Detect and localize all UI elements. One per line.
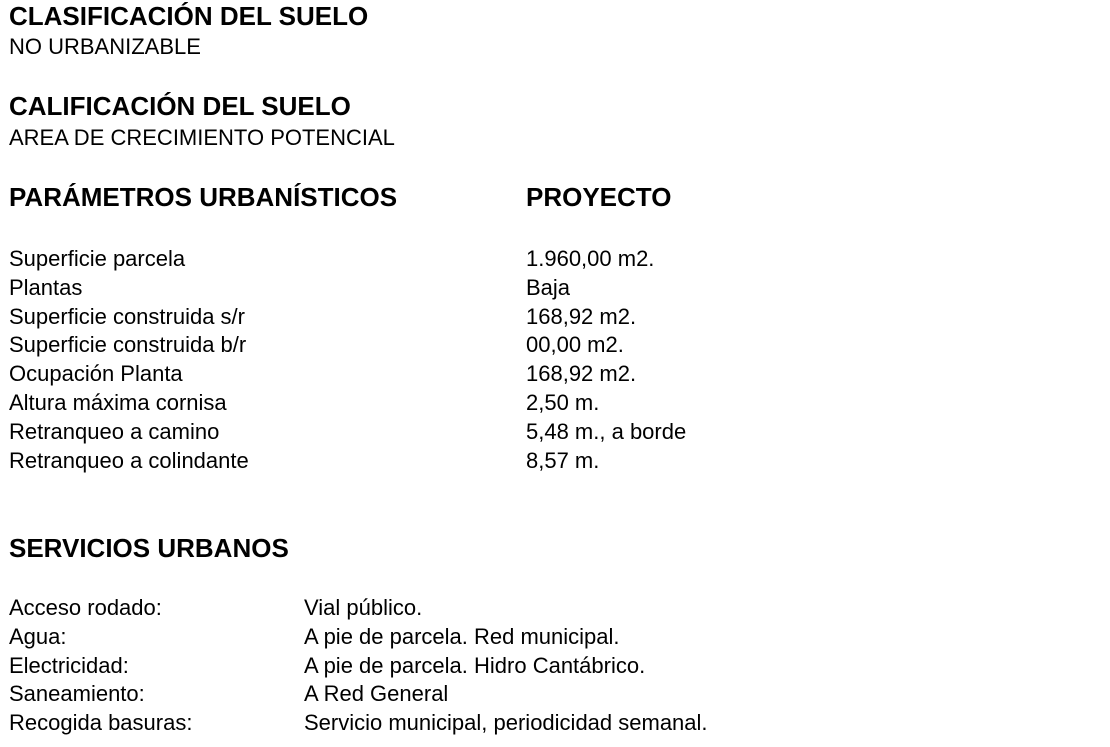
servicios-row-label: Recogida basuras:: [9, 710, 193, 736]
parametros-row-label: Plantas: [9, 274, 83, 300]
parametros-row: [9, 274, 571, 303]
servicios-row-label: Acceso rodado:: [9, 595, 162, 620]
parametros-row: [9, 245, 655, 274]
parametros-row-label: Ocupación Planta: [9, 361, 183, 387]
servicios-row: [9, 623, 620, 652]
parametros-row: [9, 389, 600, 418]
parametros-row: [9, 418, 687, 447]
parametros-row-value: 5,48 m., a borde: [526, 418, 687, 444]
calificacion-heading: CALIFICACIÓN DEL SUELO: [9, 91, 351, 121]
parametros-row-label: Superficie construida b/r: [9, 332, 247, 358]
parametros-row-label: Altura máxima cornisa: [9, 390, 227, 415]
parametros-row-value: 00,00 m2.: [526, 332, 624, 358]
servicios-row-value: A Red General: [304, 681, 449, 707]
parametros-row-value: 1.960,00 m2.: [526, 246, 655, 271]
servicios-row: [9, 594, 423, 623]
parametros-row-label: Retranqueo a colindante: [9, 447, 249, 473]
parametros-row-label: Superficie parcela: [9, 246, 186, 271]
proyecto-column-heading: PROYECTO: [526, 182, 672, 212]
parametros-row-value: 8,57 m.: [526, 447, 600, 473]
servicios-row-value: Vial público.: [304, 595, 423, 620]
parametros-row-value: 168,92 m2.: [526, 303, 637, 329]
calificacion-value: AREA DE CRECIMIENTO POTENCIAL: [9, 125, 395, 150]
parametros-row: [9, 303, 637, 332]
parametros-row-value: 168,92 m2.: [526, 361, 637, 387]
servicios-heading: SERVICIOS URBANOS: [9, 533, 289, 563]
clasificacion-value: NO URBANIZABLE: [9, 34, 201, 59]
parametros-heading: PARÁMETROS URBANÍSTICOS: [9, 182, 398, 212]
servicios-row: [9, 680, 449, 709]
servicios-row-label: Agua:: [9, 623, 67, 649]
parametros-row: [9, 447, 600, 476]
parametros-row-label: Retranqueo a camino: [9, 418, 220, 444]
clasificacion-heading: CLASIFICACIÓN DEL SUELO: [9, 1, 369, 31]
servicios-row-value: A pie de parcela. Hidro Cantábrico.: [304, 652, 646, 678]
servicios-row-value: Servicio municipal, periodicidad semanal.: [304, 710, 708, 736]
parametros-row-value: Baja: [526, 274, 571, 300]
servicios-row: [9, 709, 708, 738]
parametros-row: [9, 331, 624, 360]
servicios-row-label: Electricidad:: [9, 652, 129, 678]
parametros-row: [9, 360, 637, 389]
parametros-row-value: 2,50 m.: [526, 390, 600, 415]
servicios-row-label: Saneamiento:: [9, 681, 145, 707]
servicios-row: [9, 652, 646, 681]
servicios-row-value: A pie de parcela. Red municipal.: [304, 623, 620, 649]
parametros-row-label: Superficie construida s/r: [9, 303, 245, 329]
